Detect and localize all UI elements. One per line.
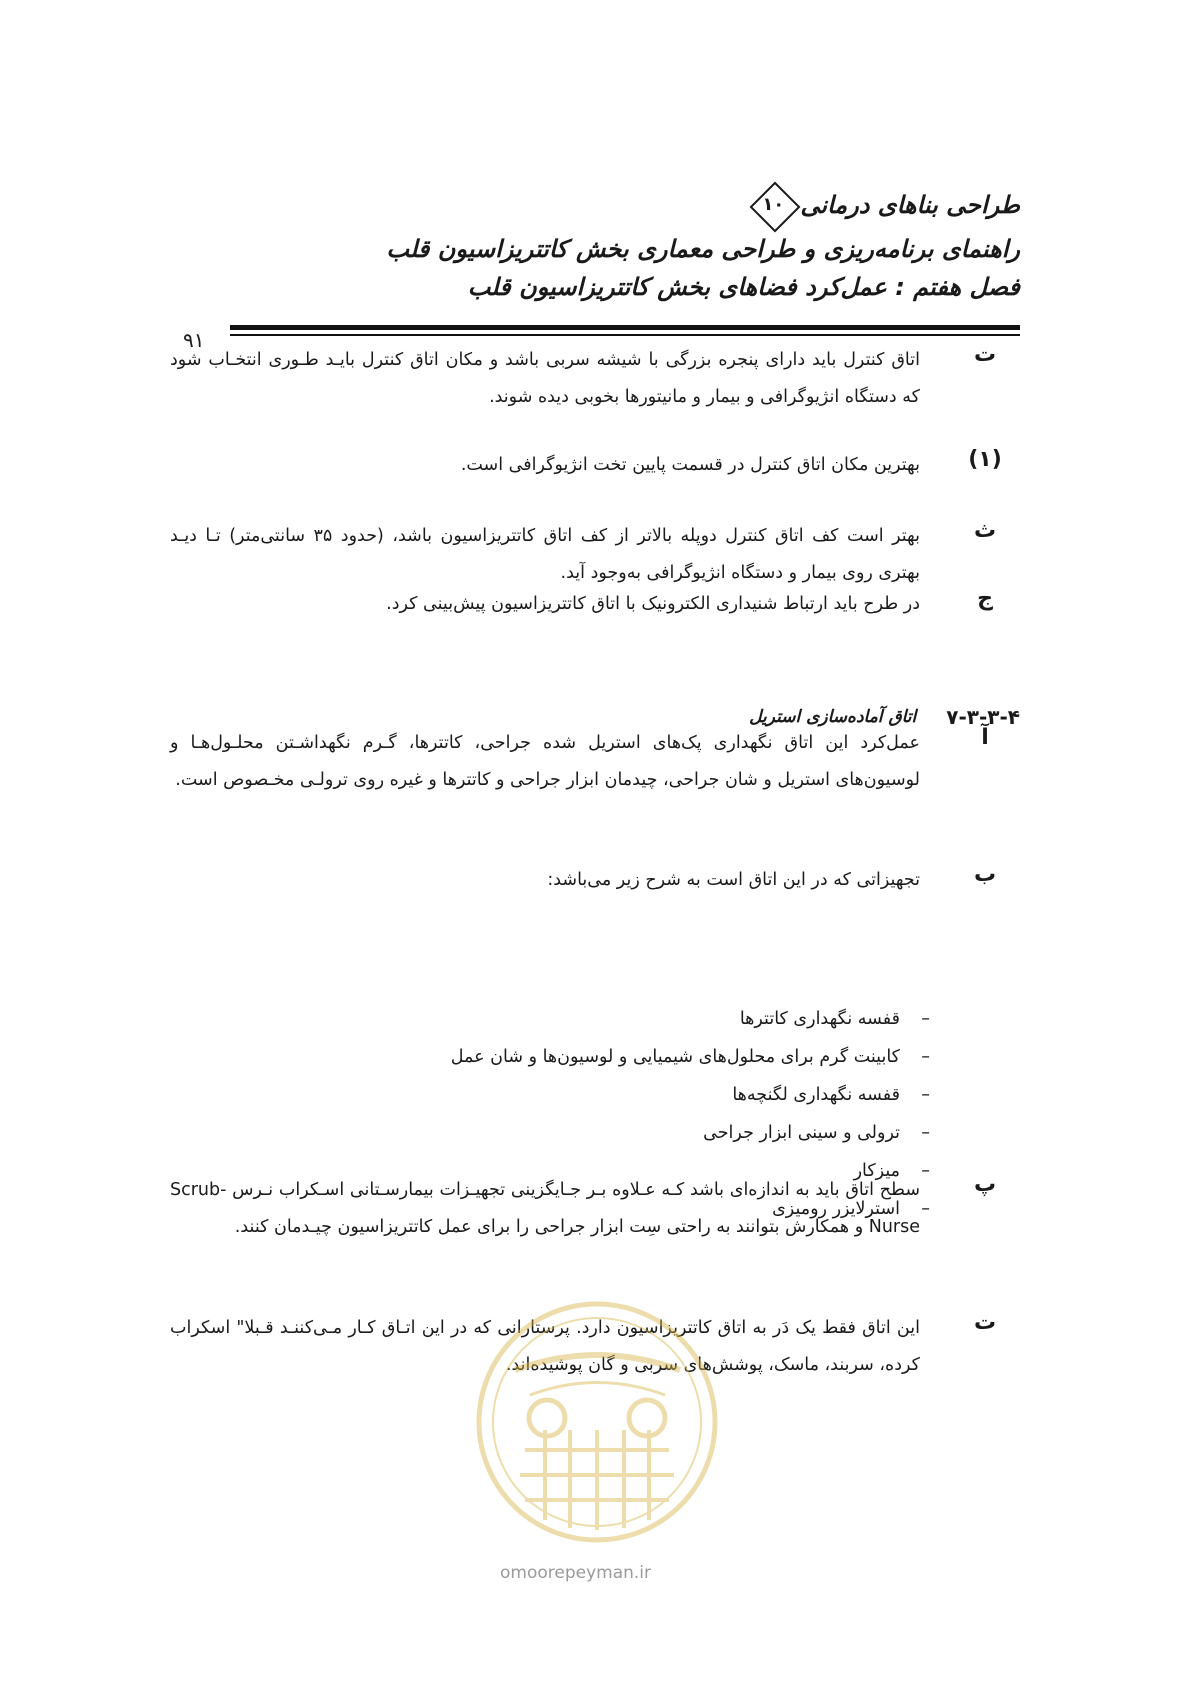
dash-bullet: – bbox=[921, 1047, 930, 1067]
item-marker: ت bbox=[973, 342, 997, 367]
dash-bullet: – bbox=[921, 1199, 930, 1219]
watermark-url: omoorepeyman.ir bbox=[500, 1563, 652, 1583]
paragraph-equipment-intro bbox=[170, 862, 1010, 899]
item-marker: ت bbox=[973, 1310, 997, 1335]
paragraph-text: در طرح باید ارتباط شنیداری الکترونیک با اتاق کاتتریزاسیون پیش‌بینی کرد. bbox=[386, 594, 920, 614]
dash-bullet: – bbox=[921, 1123, 930, 1143]
section-number: ۷-۳-۳-۴ bbox=[946, 705, 1020, 729]
paragraph-text: اتاق کنترل باید دارای پنجره بزرگی با شیشه سربی باشد و مکان اتاق کنترل بایـد طـوری انتخـاب شود که دستگاه انژیوگرافی و بیمار و مانیتورها بخوبی دیده شوند. bbox=[170, 350, 920, 407]
item-marker: آ bbox=[981, 725, 989, 750]
list-item: –کابینت گرم برای محلول‌های شیمیایی و لوسیون‌ها و شان عمل bbox=[451, 1038, 930, 1076]
paragraph-control-room-floor bbox=[170, 518, 1010, 592]
paragraph-text: عمل‌کرد این اتاق نگهداری پک‌های استریل شده جراحی، کاتترها، گـرم نگهداشـتن محلـول‌هـا و لوسیون‌های استریل و شان جراحی، چیدمان ابزار جراحی و کاتترها و غیره روی ترولـی مخـصوص است. bbox=[170, 733, 920, 790]
paragraph-text: این اتاق فقط یک دَر به اتاق کاتتریزاسیون دارد. پرستارانی که در این اتـاق کـار مـی‌کننـد قـبلا" اسکراب کرده، سربند، ماسک، پوشش‌های سربی و گان پوشیده‌اند. bbox=[170, 1318, 920, 1375]
section-title: اتاق آماده‌سازی استریل bbox=[749, 707, 917, 727]
series-number: ۱۰ bbox=[762, 194, 785, 215]
page-header bbox=[386, 180, 1020, 306]
paragraph-sterile-room-function bbox=[170, 725, 1010, 799]
item-marker: پ bbox=[973, 1172, 997, 1197]
paragraph-control-room-location bbox=[170, 447, 1010, 484]
watermark-seal-logo bbox=[475, 1300, 720, 1545]
series-number-badge bbox=[748, 180, 798, 230]
item-marker: ث bbox=[973, 518, 997, 543]
series-title-row bbox=[386, 180, 1020, 230]
header-rule-thick bbox=[230, 325, 1020, 330]
paragraph-text: سطح اتاق باید به اندازه‌ای باشد کـه عـلاوه بـر جـایگزینی تجهیـزات بیمارسـتانی اسـکراب نـرس Scrub-Nurse و همکارش بتوانند به راحتی سِت ابزار جراحی را برای عمل کاتتریزاسیون چیـدمان کنند. bbox=[170, 1180, 920, 1237]
paragraph-text: بهتر است کف اتاق کنترل دوپله بالاتر از کف اتاق کاتتریزاسیون باشد، (حدود ۳۵ سانتی‌متر) تـا دیـد بهتری روی بیمار و دستگاه انژیوگرافی به‌وجود آید. bbox=[170, 526, 920, 583]
paragraph-control-room-window bbox=[170, 342, 1010, 416]
series-title: طراحی بناهای درمانی bbox=[800, 191, 1020, 219]
list-item: –استرلایزر رومیزی bbox=[451, 1190, 930, 1228]
header-rule-thin bbox=[230, 334, 1020, 336]
item-marker: (۱) bbox=[968, 447, 1002, 472]
item-marker: ج bbox=[977, 586, 993, 611]
list-item: –میزکار bbox=[451, 1152, 930, 1190]
dash-bullet: – bbox=[921, 1085, 930, 1105]
list-item: –قفسه نگهداری لگنچه‌ها bbox=[451, 1076, 930, 1114]
item-marker: ب bbox=[973, 862, 997, 887]
paragraph-intercom bbox=[170, 586, 1010, 623]
paragraph-text: تجهیزاتی که در این اتاق است به شرح زیر می‌باشد: bbox=[547, 870, 920, 890]
book-title: راهنمای برنامه‌ریزی و طراحی معماری بخش کاتتریزاسیون قلب bbox=[386, 235, 1020, 263]
page-number: ۹۱ bbox=[183, 328, 205, 352]
paragraph-room-area bbox=[170, 1172, 1010, 1246]
chapter-title: فصل هفتم : عمل‌کرد فضاهای بخش کاتتریزاسیون قلب bbox=[467, 273, 1020, 301]
dash-bullet: – bbox=[921, 1009, 930, 1029]
list-item: –ترولی و سینی ابزار جراحی bbox=[451, 1114, 930, 1152]
list-item: –قفسه نگهداری کاتترها bbox=[451, 1000, 930, 1038]
dash-bullet: – bbox=[921, 1161, 930, 1181]
paragraph-text: بهترین مکان اتاق کنترل در قسمت پایین تخت انژیوگرافی است. bbox=[460, 455, 920, 475]
